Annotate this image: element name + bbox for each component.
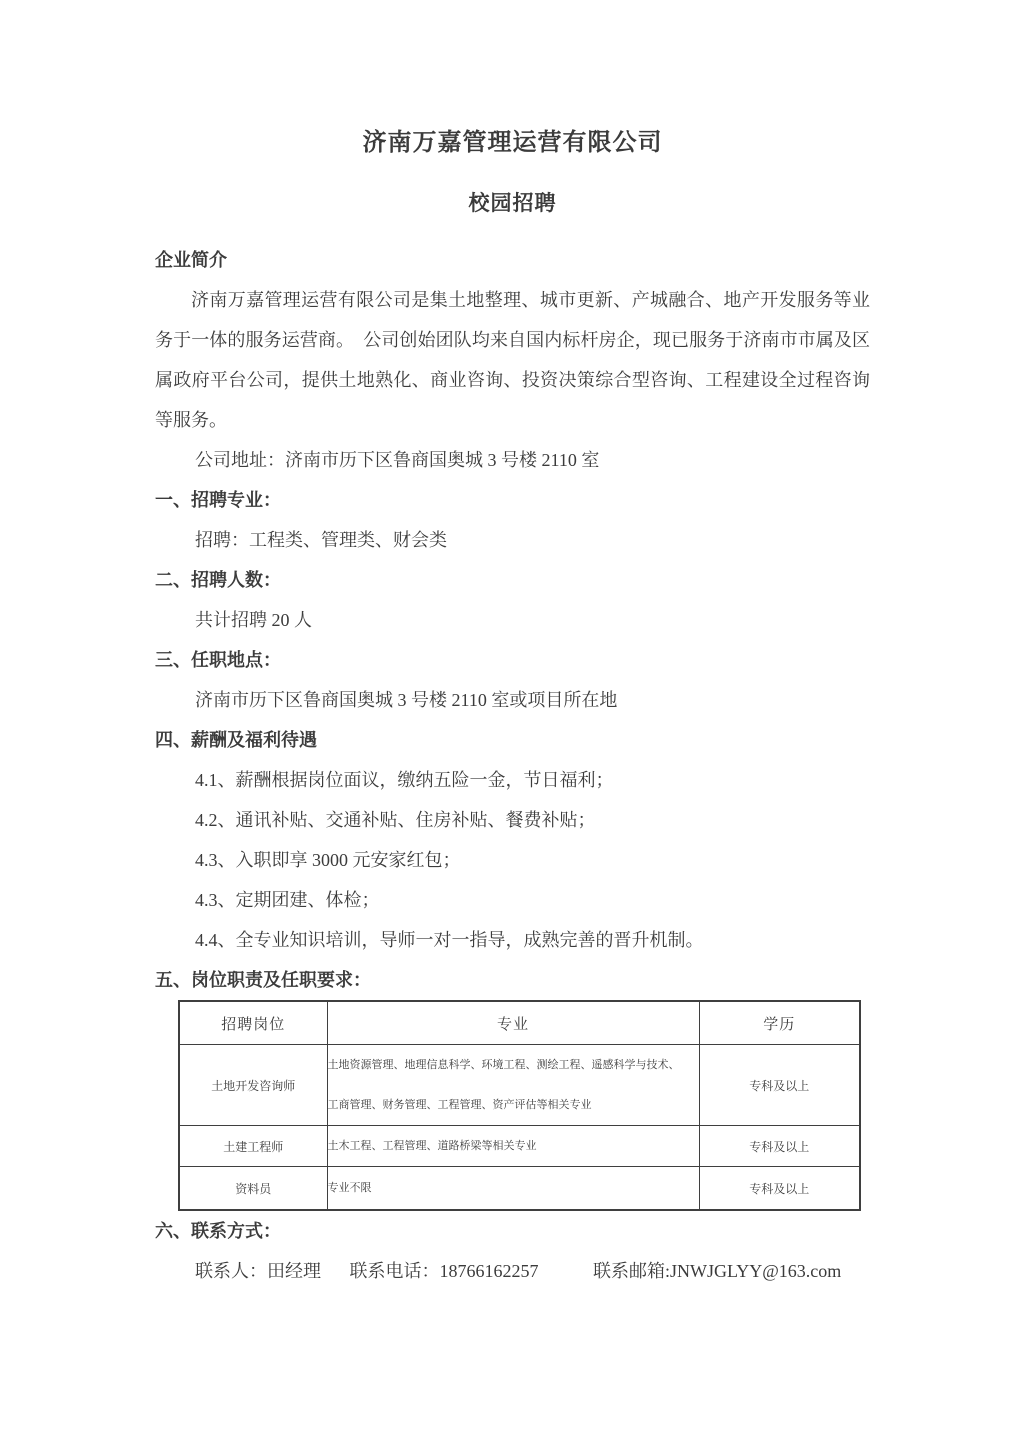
benefit-item: 4.4、全专业知识培训，导师一对一指导，成熟完善的晋升机制。 bbox=[195, 930, 704, 950]
table-cell-degree: 专科及以上 bbox=[699, 1045, 860, 1126]
benefit-item: 4.2、通讯补贴、交通补贴、住房补贴、餐费补贴； bbox=[195, 810, 596, 830]
table-cell-post: 土地开发咨询师 bbox=[179, 1045, 327, 1126]
table-cell-major bbox=[327, 1045, 699, 1126]
contact-line bbox=[155, 1251, 870, 1291]
benefit-item: 4.3、定期团建、体检； bbox=[195, 890, 380, 910]
job-requirements-table bbox=[178, 1000, 861, 1211]
contact-phone: 联系电话：18766162257 bbox=[349, 1261, 539, 1281]
table-row bbox=[179, 1045, 860, 1126]
table-row bbox=[179, 1167, 860, 1211]
section-3-body: 济南市历下区鲁商国奥城 3 号楼 2110 室或项目所在地 bbox=[195, 690, 618, 710]
section-1-heading: 一、招聘专业： bbox=[155, 490, 281, 510]
major-line: 土地资源管理、地理信息科学、环境工程、测绘工程、遥感科学与技术、 bbox=[327, 1059, 680, 1071]
intro-paragraph: 济南万嘉管理运营有限公司是集土地整理、城市更新、产城融合、地产开发服务等业务于一体的服务运营商。 公司创始团队均来自国内标杆房企，现已服务于济南市市属及区属政府平台公司，提供土地熟化、商业咨询、投资决策综合型咨询、工程建设全过程咨询等服务。 bbox=[155, 290, 870, 430]
column-header-post: 招聘岗位 bbox=[179, 1001, 327, 1045]
benefit-item: 4.3、入职即享 3000 元安家红包； bbox=[195, 850, 461, 870]
table-cell-major bbox=[327, 1126, 699, 1167]
table-cell-major bbox=[327, 1167, 699, 1211]
document-subtitle: 校园招聘 bbox=[468, 191, 557, 215]
section-2-heading: 二、招聘人数： bbox=[155, 570, 281, 590]
section-2-body: 共计招聘 20 人 bbox=[195, 610, 312, 630]
table-row bbox=[179, 1126, 860, 1167]
table-header-row bbox=[179, 1001, 860, 1045]
section-5-heading: 五、岗位职责及任职要求： bbox=[155, 970, 371, 990]
column-header-degree: 学历 bbox=[699, 1001, 860, 1045]
major-line: 专业不限 bbox=[327, 1182, 372, 1194]
section-6-heading: 六、联系方式： bbox=[155, 1221, 281, 1241]
section-3-heading: 三、任职地点： bbox=[155, 650, 281, 670]
intro-heading: 企业简介 bbox=[155, 250, 227, 270]
table-cell-degree: 专科及以上 bbox=[699, 1126, 860, 1167]
section-4-heading: 四、薪酬及福利待遇 bbox=[155, 730, 317, 750]
table-cell-post: 土建工程师 bbox=[179, 1126, 327, 1167]
company-address-line: 公司地址：济南市历下区鲁商国奥城 3 号楼 2110 室 bbox=[195, 450, 600, 470]
table-cell-post: 资料员 bbox=[179, 1167, 327, 1211]
major-line: 土木工程、工程管理、道路桥梁等相关专业 bbox=[327, 1140, 537, 1152]
major-line: 工商管理、财务管理、工程管理、资产评估等相关专业 bbox=[327, 1099, 592, 1111]
document-title: 济南万嘉管理运营有限公司 bbox=[362, 130, 663, 156]
section-1-body: 招聘：工程类、管理类、财会类 bbox=[195, 530, 447, 550]
contact-person: 联系人：田经理 bbox=[195, 1261, 321, 1281]
contact-email: 联系邮箱:JNWJGLYY@163.com bbox=[593, 1261, 842, 1281]
table-cell-degree: 专科及以上 bbox=[699, 1167, 860, 1211]
benefit-item: 4.1、薪酬根据岗位面议，缴纳五险一金，节日福利； bbox=[195, 770, 614, 790]
column-header-major: 专业 bbox=[327, 1001, 699, 1045]
